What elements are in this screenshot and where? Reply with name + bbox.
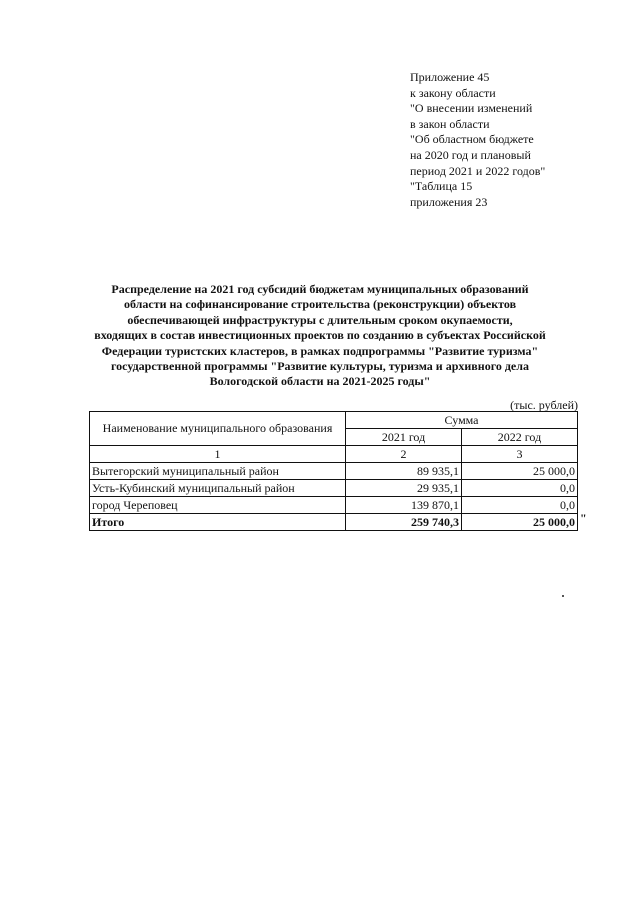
municipality-name: Вытегорский муниципальный район [90, 463, 346, 480]
header-year-2021: 2021 год [346, 429, 462, 446]
total-row [90, 514, 578, 531]
total-2021: 259 740,3 [346, 514, 462, 531]
amount-2021: 29 935,1 [346, 480, 462, 497]
scan-speck [562, 595, 564, 597]
amount-2021: 139 870,1 [346, 497, 462, 514]
header-year-2022: 2022 год [462, 429, 578, 446]
closing-quote: " [580, 511, 587, 525]
total-label: Итого [90, 514, 346, 531]
table-header-row [90, 412, 578, 429]
table-row [90, 463, 578, 480]
column-number: 2 [346, 446, 462, 463]
amount-2022: 0,0 [462, 497, 578, 514]
header-sum-cell: Сумма [346, 412, 578, 429]
amount-2021: 89 935,1 [346, 463, 462, 480]
municipality-name: Усть-Кубинский муниципальный район [90, 480, 346, 497]
document-title: Распределение на 2021 год субсидий бюджетам муниципальных образований области на софинансирование строительства (реконструкции) объектов обеспечивающей инфраструктуры с длительным сроком окупаемости, входящих в состав инвестиционных проектов по созданию в субъектах Российской Федерации туристских кластеров, в рамках подпрограммы "Развитие туризма" государственной программы "Развитие культуры, туризма и архивного дела Вологодской области на 2021-2025 годы" [94, 282, 546, 389]
column-number: 3 [462, 446, 578, 463]
amount-2022: 0,0 [462, 480, 578, 497]
units-label: (тыс. рублей) [510, 398, 578, 412]
table-row [90, 497, 578, 514]
table-row [90, 480, 578, 497]
distribution-table [89, 411, 578, 531]
municipality-name: город Череповец [90, 497, 346, 514]
total-2022: 25 000,0 [462, 514, 578, 531]
column-number-row [90, 446, 578, 463]
column-number: 1 [90, 446, 346, 463]
header-name-cell: Наименование муниципального образования [90, 412, 346, 446]
annex-note: Приложение 45 к закону области "О внесении изменений в закон области "Об областном бюджете на 2020 год и плановый период 2021 и 2022 годов" "Таблица 15 приложения 23 [410, 70, 546, 209]
amount-2022: 25 000,0 [462, 463, 578, 480]
